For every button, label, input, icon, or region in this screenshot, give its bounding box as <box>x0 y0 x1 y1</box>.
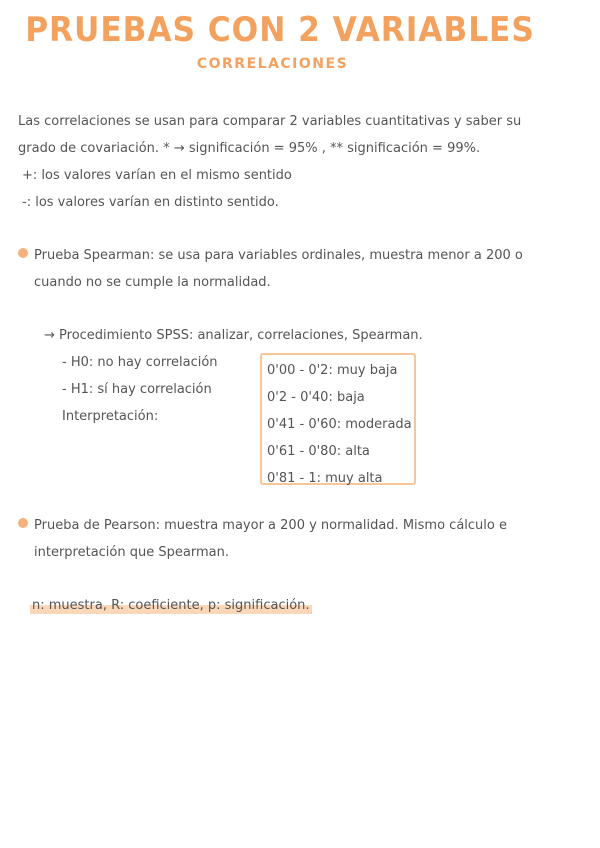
intro-positive: +: los valores varían en el mismo sentido <box>22 168 292 183</box>
page-title: PRUEBAS CON 2 VARIABLES <box>25 10 535 50</box>
page-subtitle: CORRELACIONES <box>196 56 349 72</box>
pearson-line-2: interpretación que Spearman. <box>34 545 229 560</box>
legend-highlight: n: muestra, R: coeficiente, p: significación. <box>30 596 312 616</box>
bullet-dot-icon <box>18 518 28 528</box>
pearson-line-1: Prueba de Pearson: muestra mayor a 200 y normalidad. Mismo cálculo e <box>34 518 507 533</box>
spearman-line-1: Prueba Spearman: se usa para variables ordinales, muestra menor a 200 o <box>34 248 523 263</box>
procedure-line: → Procedimiento SPSS: analizar, correlaciones, Spearman. <box>44 328 423 343</box>
intro-negative: -: los valores varían en distinto sentido. <box>22 195 279 210</box>
spearman-line-2: cuando no se cumple la normalidad. <box>34 275 271 290</box>
range-item: 0'41 - 0'60: moderada <box>267 417 412 432</box>
range-item: 0'61 - 0'80: alta <box>267 444 370 459</box>
range-item: 0'81 - 1: muy alta <box>267 471 383 486</box>
intro-line-2: grado de covariación. * → significación = 95% , ** significación = 99%. <box>18 141 481 156</box>
spearman-section <box>18 242 578 296</box>
intro-line-1: Las correlaciones se usan para comparar 2 variables cuantitativas y saber su <box>18 114 522 129</box>
hypothesis-h0: - H0: no hay correlación <box>62 355 218 370</box>
hypothesis-h1: - H1: sí hay correlación <box>62 382 212 397</box>
interpretation-box <box>260 353 416 485</box>
intro-section <box>18 108 578 216</box>
range-item: 0'00 - 0'2: muy baja <box>267 363 398 378</box>
range-item: 0'2 - 0'40: baja <box>267 390 365 405</box>
bullet-dot-icon <box>18 248 28 258</box>
pearson-section <box>18 512 578 566</box>
interpretation-label: Interpretación: <box>62 409 159 424</box>
